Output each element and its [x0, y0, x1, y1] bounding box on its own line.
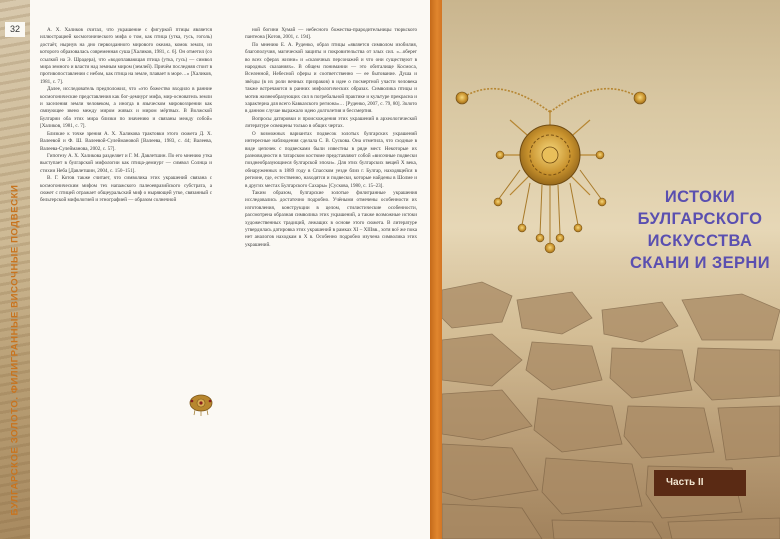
- text-column-left: [40, 27, 212, 205]
- paragraph: Таким образом, булгарские золотые филигранные украшения исследовались достаточно подробно. Учёными отмечены особенности их изготовления, конструкции в целом, стилистические особенности, рассмотрена образная символика этих украшений, а также возможные истоки художественных традиций, лежащих в основе этого сюжета. В литературе утвердилась датировка этих украшений в рамках XI – XIIIвв., хотя всё же пока нет аналогов находкам в Х в. Особенно подробно изучена символика этих украшений.: [245, 189, 417, 248]
- paragraph: В. Г. Котов также считает, что символика этих украшений связана с космогоническим мифом тех напажского палеоевразийского субстрата, а сюжет с птицей отражает общеуральский миф о ныряющей утке, связанный с бельгерской мифологией и этнографией — образом солнечной: [40, 175, 212, 204]
- golden-pendant-image-icon: [450, 50, 650, 260]
- paragraph: Далее, исследователь предположил, что «это божество входило в ранние космогонические представления как бог-демиург мифа, мир-основатель земли и заселения земли человеком, а иногда в языческом мировоззрении как связующее звено между миром живых и миром мёртвых. В Волжской Булгарии оба этих мира близки по значению и связаны между собой» [Халиков, 1981, с. 7].: [40, 86, 212, 130]
- paragraph: ной богини Хумай — небесного божества-прародительницы тюркского пантеона [Котов, 2001, с. 194].: [245, 27, 417, 41]
- paragraph: Вопросы датировки и происхождения этих украшений в археологической литературе освещены только в общих чертах.: [245, 115, 417, 130]
- paragraph: По мнению Е. А. Руденко, образ птицы «является символом изобилия, благополучия, магической защиты и покровительства от злых сил. «...оберег во всех сферах жизни» и «сказочных персонажей и что они существуют в народных сказаниях». В общем понимании — это обиталище Космоса, Вселенной, Небесной сферы и соответственно — ее бытование. Душа и звёзды (в их роли вечных призраков) в идее о посмертной участи человека также встречаются в ранних мифологических образах. Символика птицы и мотив жизнеобразующих сил в погребальной практике и культуре прекрасна и характерна для всего Кавказского региона»… [Руденко, 2007, с. 79, 80]. Золото в данном случае выражало идею долголетия и бессмертия.: [245, 41, 417, 115]
- left-decorative-strip: [0, 0, 30, 539]
- paragraph: Близкие к точке зрения А. Х. Халикова трактовки этого сюжета Д. Х. Валеевой и Ф. Ш. Валеевой-Сулеймановой [Валеева, 1983, с. 44; Валеева, Валеева-Сулейманова, 2002, с. 57].: [40, 130, 212, 152]
- cover-title-line: СКАНИ И ЗЕРНИ: [629, 254, 771, 272]
- cover-title-line: ИСКУССТВА: [647, 232, 753, 250]
- paragraph: А. Х. Халиков считал, что украшение с фигуркой птицы является иллюстрацией космогонического мифа о том, как птица (утка, гусь, гоголь) достаёт, нырнув на дно первозданного мирового океана, комок земли, из которого образовалась современная суша [Халиков, 1981, с. 6]. Он отметил (со ссылкой на Э. Шрадера), что «водоплавающая птица (утка, гусь) — символ мира земного и власти над земным миром (землей). Причём последняя стоит в противопоставлении с небом, как птица на земле, плавает в море…» [Халиков, 1981, с. 7].: [40, 27, 212, 85]
- page-number: 32: [5, 22, 25, 37]
- paragraph: О возможных вариантах подвесок золотых булгарских украшений интересные наблюдения сделала С. В. Сускова. Она отметила, что сходные в виде цепочек с подвесками были известны в ряде мест. Некоторые их разновидности в татарском костюме представляют собой «височные подвески позднеобразующиеся булгарской эпохи». Для этих булгарских вещей Х века, обнаруженных в 1889 году в Спасском уезде близ г. Булгар, находящейся в регионе, где, естественно, находятся и подвески, которые найдены в Шолме и в других местах Булгарского Сахары» [Сускова, 1980, с. 15–23].: [245, 130, 417, 189]
- cover-spine-band: [430, 0, 442, 539]
- small-pendant-ornament-icon: [186, 392, 216, 416]
- text-column-right: [245, 27, 417, 249]
- running-head: БУЛГАРСКОЕ ЗОЛОТО. ФИЛИГРАННЫЕ ВИСОЧНЫЕ ПОДВЕСКИ: [9, 184, 21, 516]
- paragraph: Гипотезу А. Х. Халикова разделяет и Г. М. Давлетшин. По его мнению утка выступает в булгарской мифологии как птица-демиург — символ Солнца и стихии Неба [Давлетшин, 2004, с. 150–151].: [40, 152, 212, 174]
- cover-title-line: ИСТОКИ: [664, 188, 736, 206]
- part-badge: Часть II: [654, 470, 746, 496]
- cover-title-line: БУЛГАРСКОГО: [637, 210, 763, 228]
